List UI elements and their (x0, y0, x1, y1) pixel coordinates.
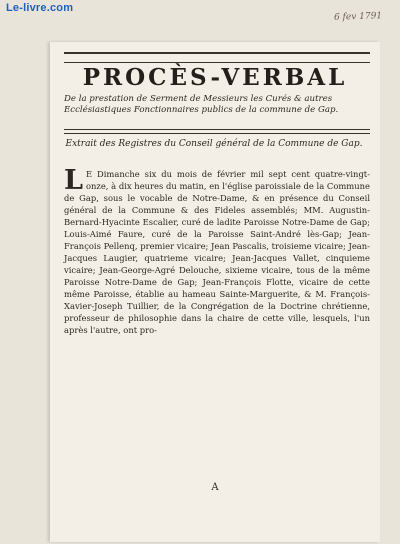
divider-rule (64, 129, 370, 134)
top-ornament-rule (64, 52, 370, 63)
body-text: E Dimanche six du mois de février mil sept cent quatre-vingt-onze, à dix heures du matin, en l'église paroissiale de la Commune de Gap, sous le vocable de Notre-Dame, & en présence du Conseil général de la Commune & des Fideles assemblés; MM. Augustin-Bernard-Hyacinte Escalier, curé de ladite Paroisse Notre-Dame de Gap; Louis-Aimé Faure, curé de la Paroisse Saint-André lès-Gap; Jean-François Pellenq, premier vicaire; Jean Pascalis, troisieme vicaire; Jean-Jacques Laugier, quatrieme vicaire; Jean-Jacques Vallet, cinquieme vicaire; Jean-George-Agré Delouche, sixieme vicaire, tous de la même Paroisse Notre-Dame de Gap; Jean-François Flotte, vicaire de cette même Paroisse, établie au hameau Sainte-Marguerite, & M. François-Xavier-Joseph Tuillier, de la Congrégation de la Doctrine chrétienne, professeur de philosophie dans la chaire de cette ville, lesquels, l'un après l'autre, ont pro- (64, 169, 370, 335)
body-paragraph (64, 165, 370, 336)
drop-cap: L (64, 165, 83, 196)
document-page (50, 42, 380, 542)
extract-heading: Extrait des Registres du Conseil général de la Commune de Gap. (65, 139, 363, 149)
signature-mark: A (211, 482, 219, 493)
handwritten-date: 6 fev 1791 (333, 11, 383, 23)
document-title: PROCÈS-VERBAL (82, 64, 348, 91)
watermark: Le-livre.com (6, 2, 74, 14)
document-subtitle: De la prestation de Serment de Messieurs les Curés & autres Ecclésiastiques Fonctionnaires publics de la commune de Gap. (64, 94, 339, 115)
